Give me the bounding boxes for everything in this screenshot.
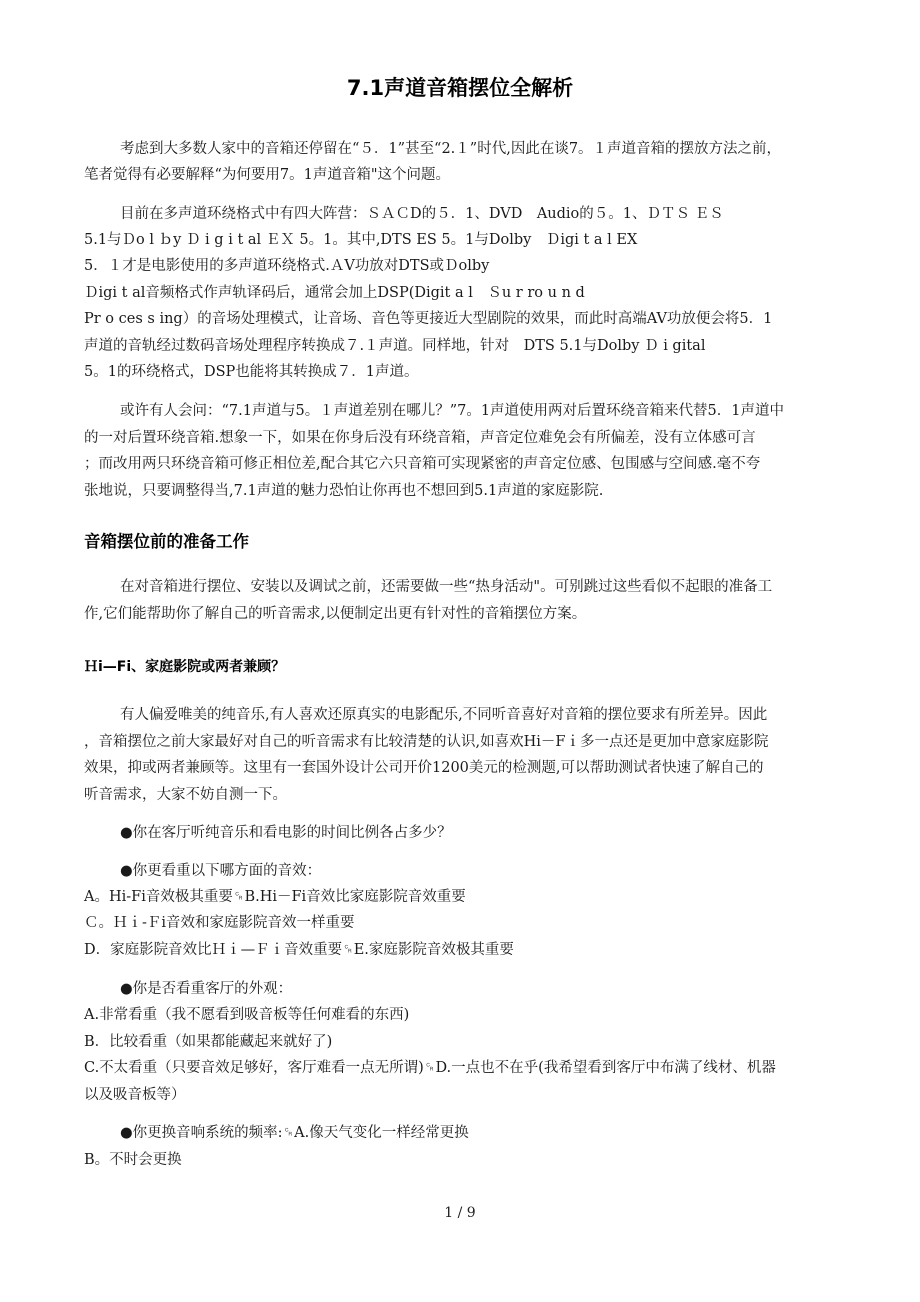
question-3-option-line: C.不太看重（只要音效足够好，客厅难看一点无所谓)␍D.一点也不在乎(我希望看到客厅中布满了线材、机器 <box>84 1060 776 1076</box>
intro2-line-5: Pr o ces s ing）的音场处理模式，让音场、音色等更接近大型剧院的效果，而此时高端AV功放便会将5．1 <box>84 311 773 327</box>
question-3-option-line: A.非常看重（我不愿看到吸音板等任何难看的东西) <box>84 1007 410 1023</box>
question-4: ●你更换音响系统的频率:␍A.像天气变化一样经常更换 <box>120 1125 469 1141</box>
question-4-option-line: B。不时会更换 <box>84 1152 182 1168</box>
document-title: 7.1声道音箱摆位全解析 <box>346 76 574 100</box>
intro2-line-7: 5。1的环绕格式，DSP也能将其转换成７．1声道。 <box>84 364 419 380</box>
intro2-line-1: 目前在多声道环绕格式中有四大阵营：ＳＡＣD的５．1、DVD Audio的５。1、ＤＴＳ ＥＳ <box>120 206 724 222</box>
intro3-line-1: 或许有人会问：“7.1声道与5。１声道差别在哪儿？”7。1声道使用两对后置环绕音箱来代替5．1声道中 <box>120 403 785 419</box>
sub-para-line-3: 效果，抑或两者兼顾等。这里有一套国外设计公司开价1200美元的检测题,可以帮助测试者快速了解自己的 <box>84 760 764 776</box>
sub-para-line-2: ，音箱摆位之前大家最好对自己的听音需求有比较清楚的认识,如喜欢Hi－Fｉ多一点还是更加中意家庭影院 <box>84 734 769 750</box>
intro2-line-2: 5.1与Ｄo l ｂy Ｄ i g i t al ＥＸ 5。1。其中,DTS ES 5。1与Dolby Ｄigi t a l EX <box>84 232 638 248</box>
section1-line-2: 作,它们能帮助你了解自己的听音需求,以便制定出更有针对性的音箱摆位方案。 <box>84 606 587 622</box>
subsection-heading: Ｈi—Fi、家庭影院或两者兼顾？ <box>84 659 286 675</box>
question-1: ●你在客厅听纯音乐和看电影的时间比例各占多少？ <box>120 825 452 841</box>
question-3: ●你是否看重客厅的外观： <box>120 981 293 997</box>
intro3-line-2: 的一对后置环绕音箱.想象一下，如果在你身后没有环绕音箱，声音定位难免会有所偏差，没有立体感可言 <box>84 430 756 446</box>
intro2-line-3: 5．１才是电影使用的多声道环绕格式.ＡV功放对DTS或Ｄolby <box>84 258 490 274</box>
intro3-line-3: ；而改用两只环绕音箱可修正相位差,配合其它六只音箱可实现紧密的声音定位感、包围感与空间感.毫不夸 <box>84 456 761 472</box>
sub-para-line-1: 有人偏爱唯美的纯音乐,有人喜欢还原真实的电影配乐,不同听音喜好对音箱的摆位要求有所差异。因此 <box>120 707 768 723</box>
intro2-line-4: Ｄigi t al音频格式作声轨译码后，通常会加上DSP(Digit a l Ｓu r ro u n d <box>84 285 585 301</box>
intro1-line-1: 考虑到大多数人家中的音箱还停留在“５．1”甚至“2.１”时代,因此在谈7。１声道音箱的摆放方法之前， <box>120 141 782 157</box>
question-2-option-line: A。Hi-Fi音效极其重要␍B.Hi－Fi音效比家庭影院音效重要 <box>84 889 466 905</box>
question-3-option-line: 以及吸音板等） <box>84 1087 186 1103</box>
page-number: 1 / 9 <box>444 1205 476 1221</box>
question-2-option-line: Ｃ。Ｈｉ-Ｆi音效和家庭影院音效一样重要 <box>84 915 355 931</box>
question-2-option-line: D．家庭影院音效比Ｈｉ—Ｆｉ音效重要␍E.家庭影院音效极其重要 <box>84 942 514 958</box>
intro1-line-2: 笔者觉得有必要解释“为何要用7。1声道音箱"这个问题。 <box>84 167 451 183</box>
question-2: ●你更看重以下哪方面的音效： <box>120 863 322 879</box>
intro3-line-4: 张地说，只要调整得当,7.1声道的魅力恐怕让你再也不想回到5.1声道的家庭影院. <box>84 483 604 499</box>
section1-line-1: 在对音箱进行摆位、安装以及调试之前，还需要做一些“热身活动"。可别跳过这些看似不起眼的准备工 <box>120 579 773 595</box>
section-heading: 音箱摆位前的准备工作 <box>84 532 249 551</box>
intro2-line-6: 声道的音轨经过数码音场处理程序转换成７.１声道。同样地，针对 DTS 5.1与Dolby Ｄ i gital <box>84 338 706 354</box>
sub-para-line-4: 听音需求，大家不妨自测一下。 <box>84 787 287 803</box>
question-3-option-line: B．比较看重（如果都能藏起来就好了) <box>84 1034 333 1050</box>
